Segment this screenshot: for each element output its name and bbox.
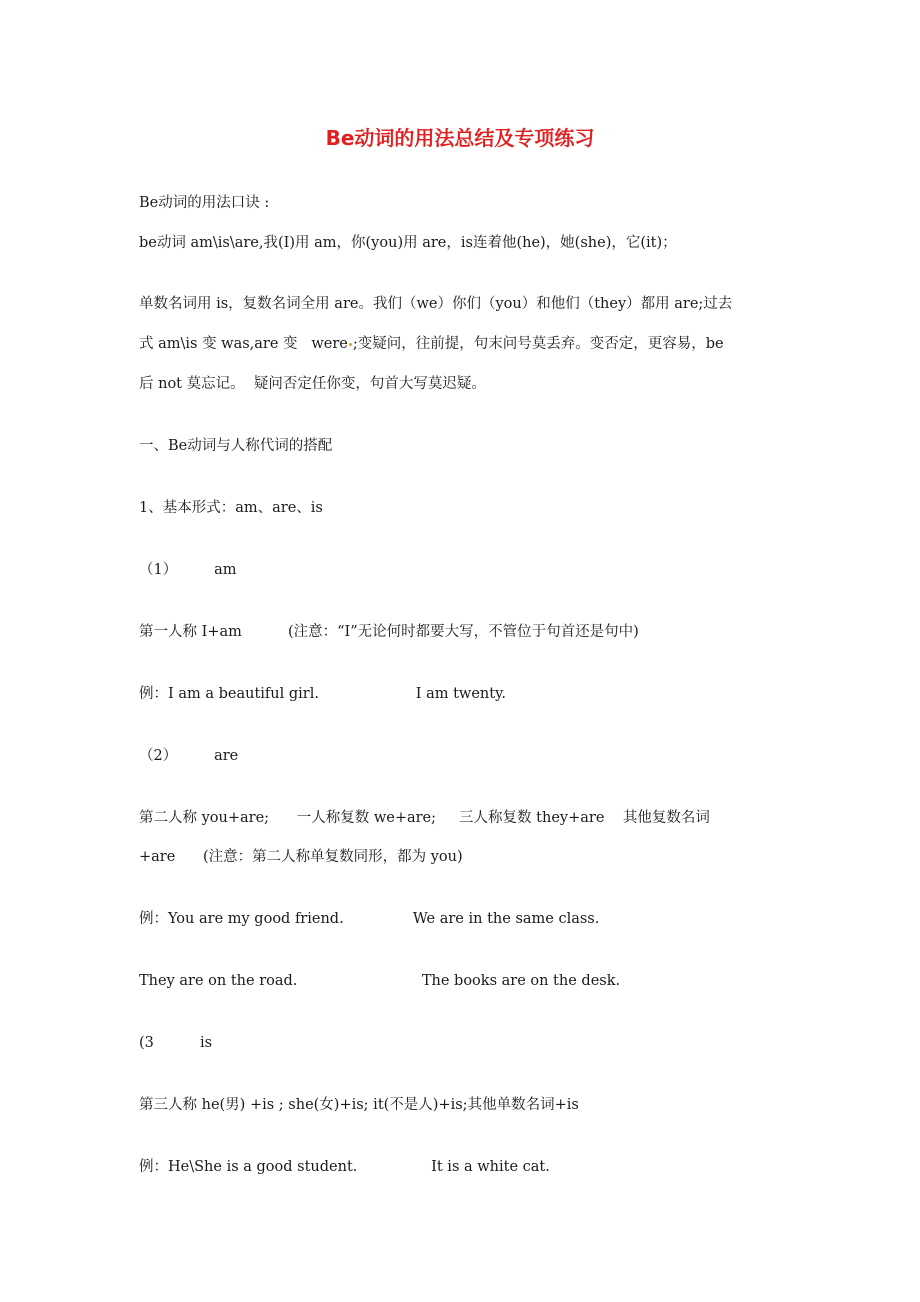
are-rule-line-2: +are (注意：第二人称单复数同形，都为 you) <box>139 849 463 865</box>
mnemonic-paragraph-line-2 <box>139 334 724 354</box>
am-label: （1） am <box>139 562 237 578</box>
are-example-2: They are on the road. The books are on the desk. <box>139 973 621 989</box>
mnemonic-paragraph-line-2b: ;变疑问，往前提，句末问号莫丢弃。变否定，更容易，be <box>352 336 724 352</box>
are-label: （2） are <box>139 748 239 764</box>
am-example: 例：I am a beautiful girl. I am twenty. <box>139 686 506 702</box>
mnemonic-paragraph-line-3: 后 not 莫忘记。 疑问否定任你变，句首大写莫迟疑。 <box>139 376 486 392</box>
mnemonic-heading: Be动词的用法口诀 : <box>139 195 270 211</box>
am-rule: 第一人称 I+am (注意：“I”无论何时都要大写，不管位于句首还是句中) <box>139 624 639 640</box>
section-heading: 一、Be动词与人称代词的搭配 <box>139 438 333 454</box>
is-label: (3 is <box>139 1035 213 1051</box>
are-example-1: 例：You are my good friend. We are in the same class. <box>139 911 600 927</box>
mnemonic-paragraph-line-1: 单数名词用 is，复数名词全用 are。我们（we）你们（you）和他们（they）都用 are;过去 <box>139 296 733 312</box>
is-example: 例：He\She is a good student. It is a white cat. <box>139 1159 550 1175</box>
subsection-heading: 1、基本形式：am、are、is <box>139 500 323 516</box>
document-title: Be动词的用法总结及专项练习 <box>325 126 595 150</box>
mnemonic-line-1: be动词 am\is\are,我(I)用 am，你(you)用 are，is连着他(he)，她(she)，它(it)； <box>139 235 677 251</box>
mnemonic-paragraph-line-2a: 式 am\is 变 was,are 变 were <box>139 336 348 352</box>
mark-dot-icon <box>349 343 352 346</box>
are-rule-line-1: 第二人称 you+are; 一人称复数 we+are; 三人称复数 they+are 其他复数名词 <box>139 810 710 826</box>
is-rule: 第三人称 he(男) +is ; she(女)+is; it(不是人)+is;其他单数名词+is <box>139 1097 579 1113</box>
